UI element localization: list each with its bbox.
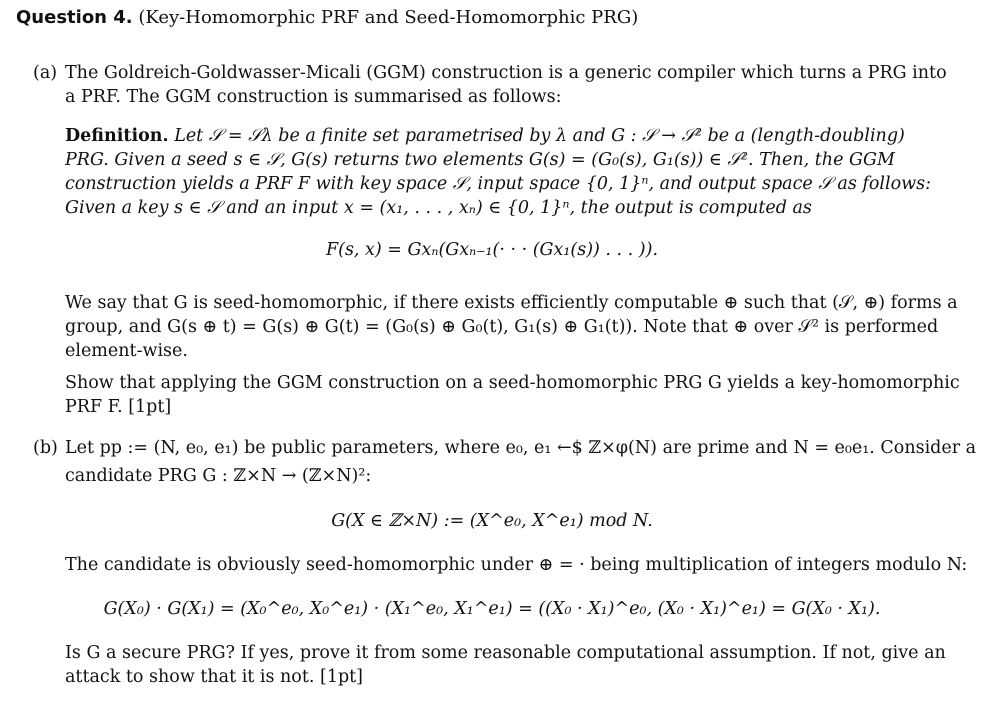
question-heading bbox=[16, 6, 638, 30]
definition-line-2: PRG. Given a seed s ∈ 𝒮, G(s) returns two elements G(s) = (G₀(s), G₁(s)) ∈ 𝒮². Then, the GGM bbox=[65, 150, 895, 170]
part-b-question-line-2: attack to show that it is not. [1pt] bbox=[65, 667, 364, 687]
part-a-intro-line-1: The Goldreich-Goldwasser-Micali (GGM) construction is a generic compiler which turns a PRG into bbox=[65, 63, 947, 83]
part-a-task-line-1: Show that applying the GGM construction on a seed-homomorphic PRG G yields a key-homomorphic bbox=[65, 373, 960, 393]
seed-homomorphic-line-1: We say that G is seed-homomorphic, if there exists efficiently computable ⊕ such that (𝒮, ⊕) forms a bbox=[65, 293, 958, 313]
part-a-label: (a) bbox=[33, 63, 58, 83]
definition-line-3: construction yields a PRF F with key space 𝒮, input space {0, 1}ⁿ, and output space 𝒮 as follows: bbox=[65, 174, 932, 194]
question-label: Question 4. bbox=[16, 7, 133, 28]
part-b-label: (b) bbox=[33, 438, 58, 458]
part-a-task-line-2: PRF F. [1pt] bbox=[65, 397, 172, 417]
part-b-line-1: Let pp := (N, e₀, e₁) be public parameters, where e₀, e₁ ←$ ℤ×φ(N) are prime and N = e₀e₁. Consider a bbox=[65, 438, 977, 458]
definition-text-1: Let 𝒮 = 𝒮λ be a finite set parametrised by λ and G : 𝒮 → 𝒮² be a (length-doubling) bbox=[174, 126, 905, 146]
definition-line-4: Given a key s ∈ 𝒮 and an input x = (x₁, . . . , xₙ) ∈ {0, 1}ⁿ, the output is computed as bbox=[65, 198, 812, 218]
ggm-formula: F(s, x) = Gxₙ(Gxₙ₋₁(· · · (Gx₁(s)) . . . )). bbox=[325, 240, 659, 260]
candidate-prg-formula: G(X ∈ ℤ×N) := (X^e₀, X^e₁) mod N. bbox=[331, 511, 653, 531]
homomorphic-statement: The candidate is obviously seed-homomorphic under ⊕ = · being multiplication of integers modulo N: bbox=[65, 555, 968, 575]
seed-homomorphic-line-2: group, and G(s ⊕ t) = G(s) ⊕ G(t) = (G₀(s) ⊕ G₀(t), G₁(s) ⊕ G₁(t)). Note that ⊕ over 𝒮² is performed bbox=[65, 317, 939, 337]
part-a-intro-line-2: a PRF. The GGM construction is summarised as follows: bbox=[65, 87, 562, 107]
seed-homomorphic-line-3: element-wise. bbox=[65, 341, 188, 361]
part-b-question-line-1: Is G a secure PRG? If yes, prove it from some reasonable computational assumption. If not, give an bbox=[65, 643, 946, 663]
definition-label: Definition. bbox=[65, 126, 169, 146]
question-title: (Key-Homomorphic PRF and Seed-Homomorphic PRG) bbox=[138, 7, 639, 28]
definition-line-1 bbox=[65, 124, 905, 148]
part-b-line-2: candidate PRG G : ℤ×N → (ℤ×N)²: bbox=[65, 466, 372, 486]
homomorphism-formula: G(X₀) · G(X₁) = (X₀^e₀, X₀^e₁) · (X₁^e₀, X₁^e₁) = ((X₀ · X₁)^e₀, (X₀ · X₁)^e₁) = G(X₀ · X₁). bbox=[103, 599, 881, 619]
